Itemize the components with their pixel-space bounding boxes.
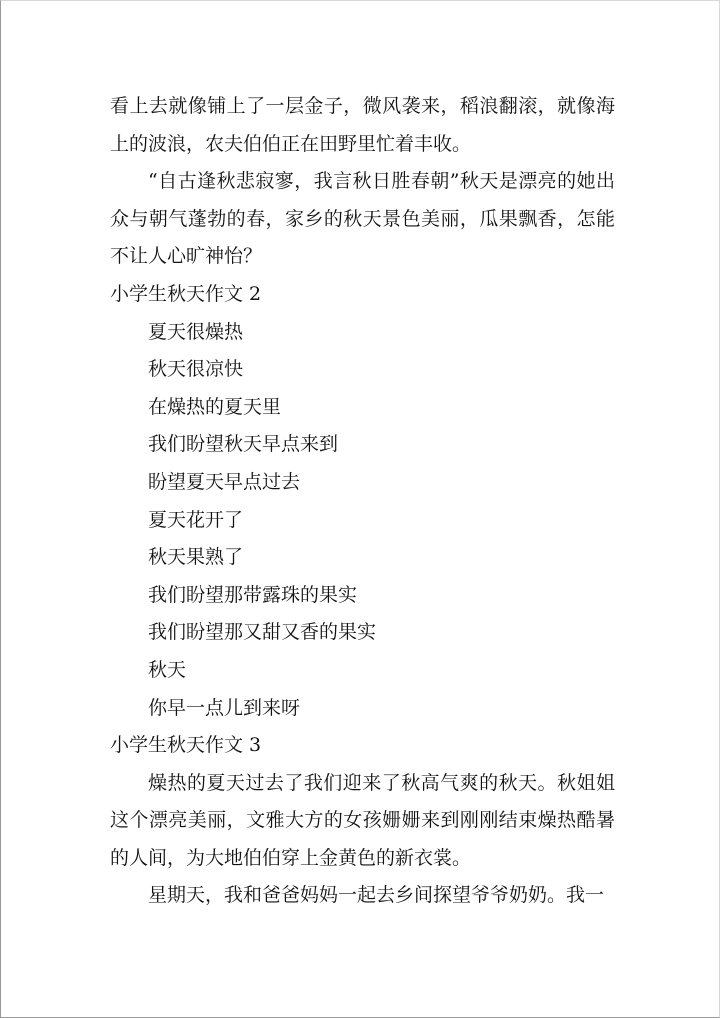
section-3-title: 小学生秋天作文 3	[110, 734, 262, 757]
poem-line: 我们盼望那带露珠的果实	[148, 583, 358, 606]
document-body	[110, 88, 615, 915]
intro-paragraph: 看上去就像铺上了一层金子，微风袭来，稻浪翻滚，就像海上的波浪，农夫伯伯正在田野里忙着丰收。	[110, 95, 615, 155]
poem	[110, 314, 615, 728]
poem-line: 你早一点儿到来呀	[148, 696, 301, 719]
section-3-paragraph-2: 星期天，我和爸爸妈妈一起去乡间探望爷爷奶奶。我一	[148, 884, 605, 907]
poem-line: 秋天很凉快	[148, 358, 244, 381]
poem-line: 我们盼望秋天早点来到	[148, 433, 339, 456]
poem-line: 盼望夏天早点过去	[148, 470, 301, 493]
poem-line: 秋天果熟了	[148, 546, 244, 569]
closing-paragraph: “自古逢秋悲寂寥，我言秋日胜春朝”秋天是漂亮的她出众与朝气蓬勃的春，家乡的秋天景色美丽，瓜果飘香，怎能不让人心旷神怡？	[110, 170, 615, 268]
poem-line: 在燥热的夏天里	[148, 395, 282, 418]
section-2-title: 小学生秋天作文 2	[110, 282, 262, 305]
section-3-paragraph-1: 燥热的夏天过去了我们迎来了秋高气爽的秋天。秋姐姐这个漂亮美丽，文雅大方的女孩姗姗来到刚刚结束燥热酷暑的人间，为大地伯伯穿上金黄色的新衣裳。	[110, 771, 615, 869]
poem-line: 我们盼望那又甜又香的果实	[148, 621, 377, 644]
poem-line: 夏天花开了	[148, 508, 244, 531]
poem-line: 夏天很燥热	[148, 320, 244, 343]
poem-line: 秋天	[148, 658, 187, 681]
